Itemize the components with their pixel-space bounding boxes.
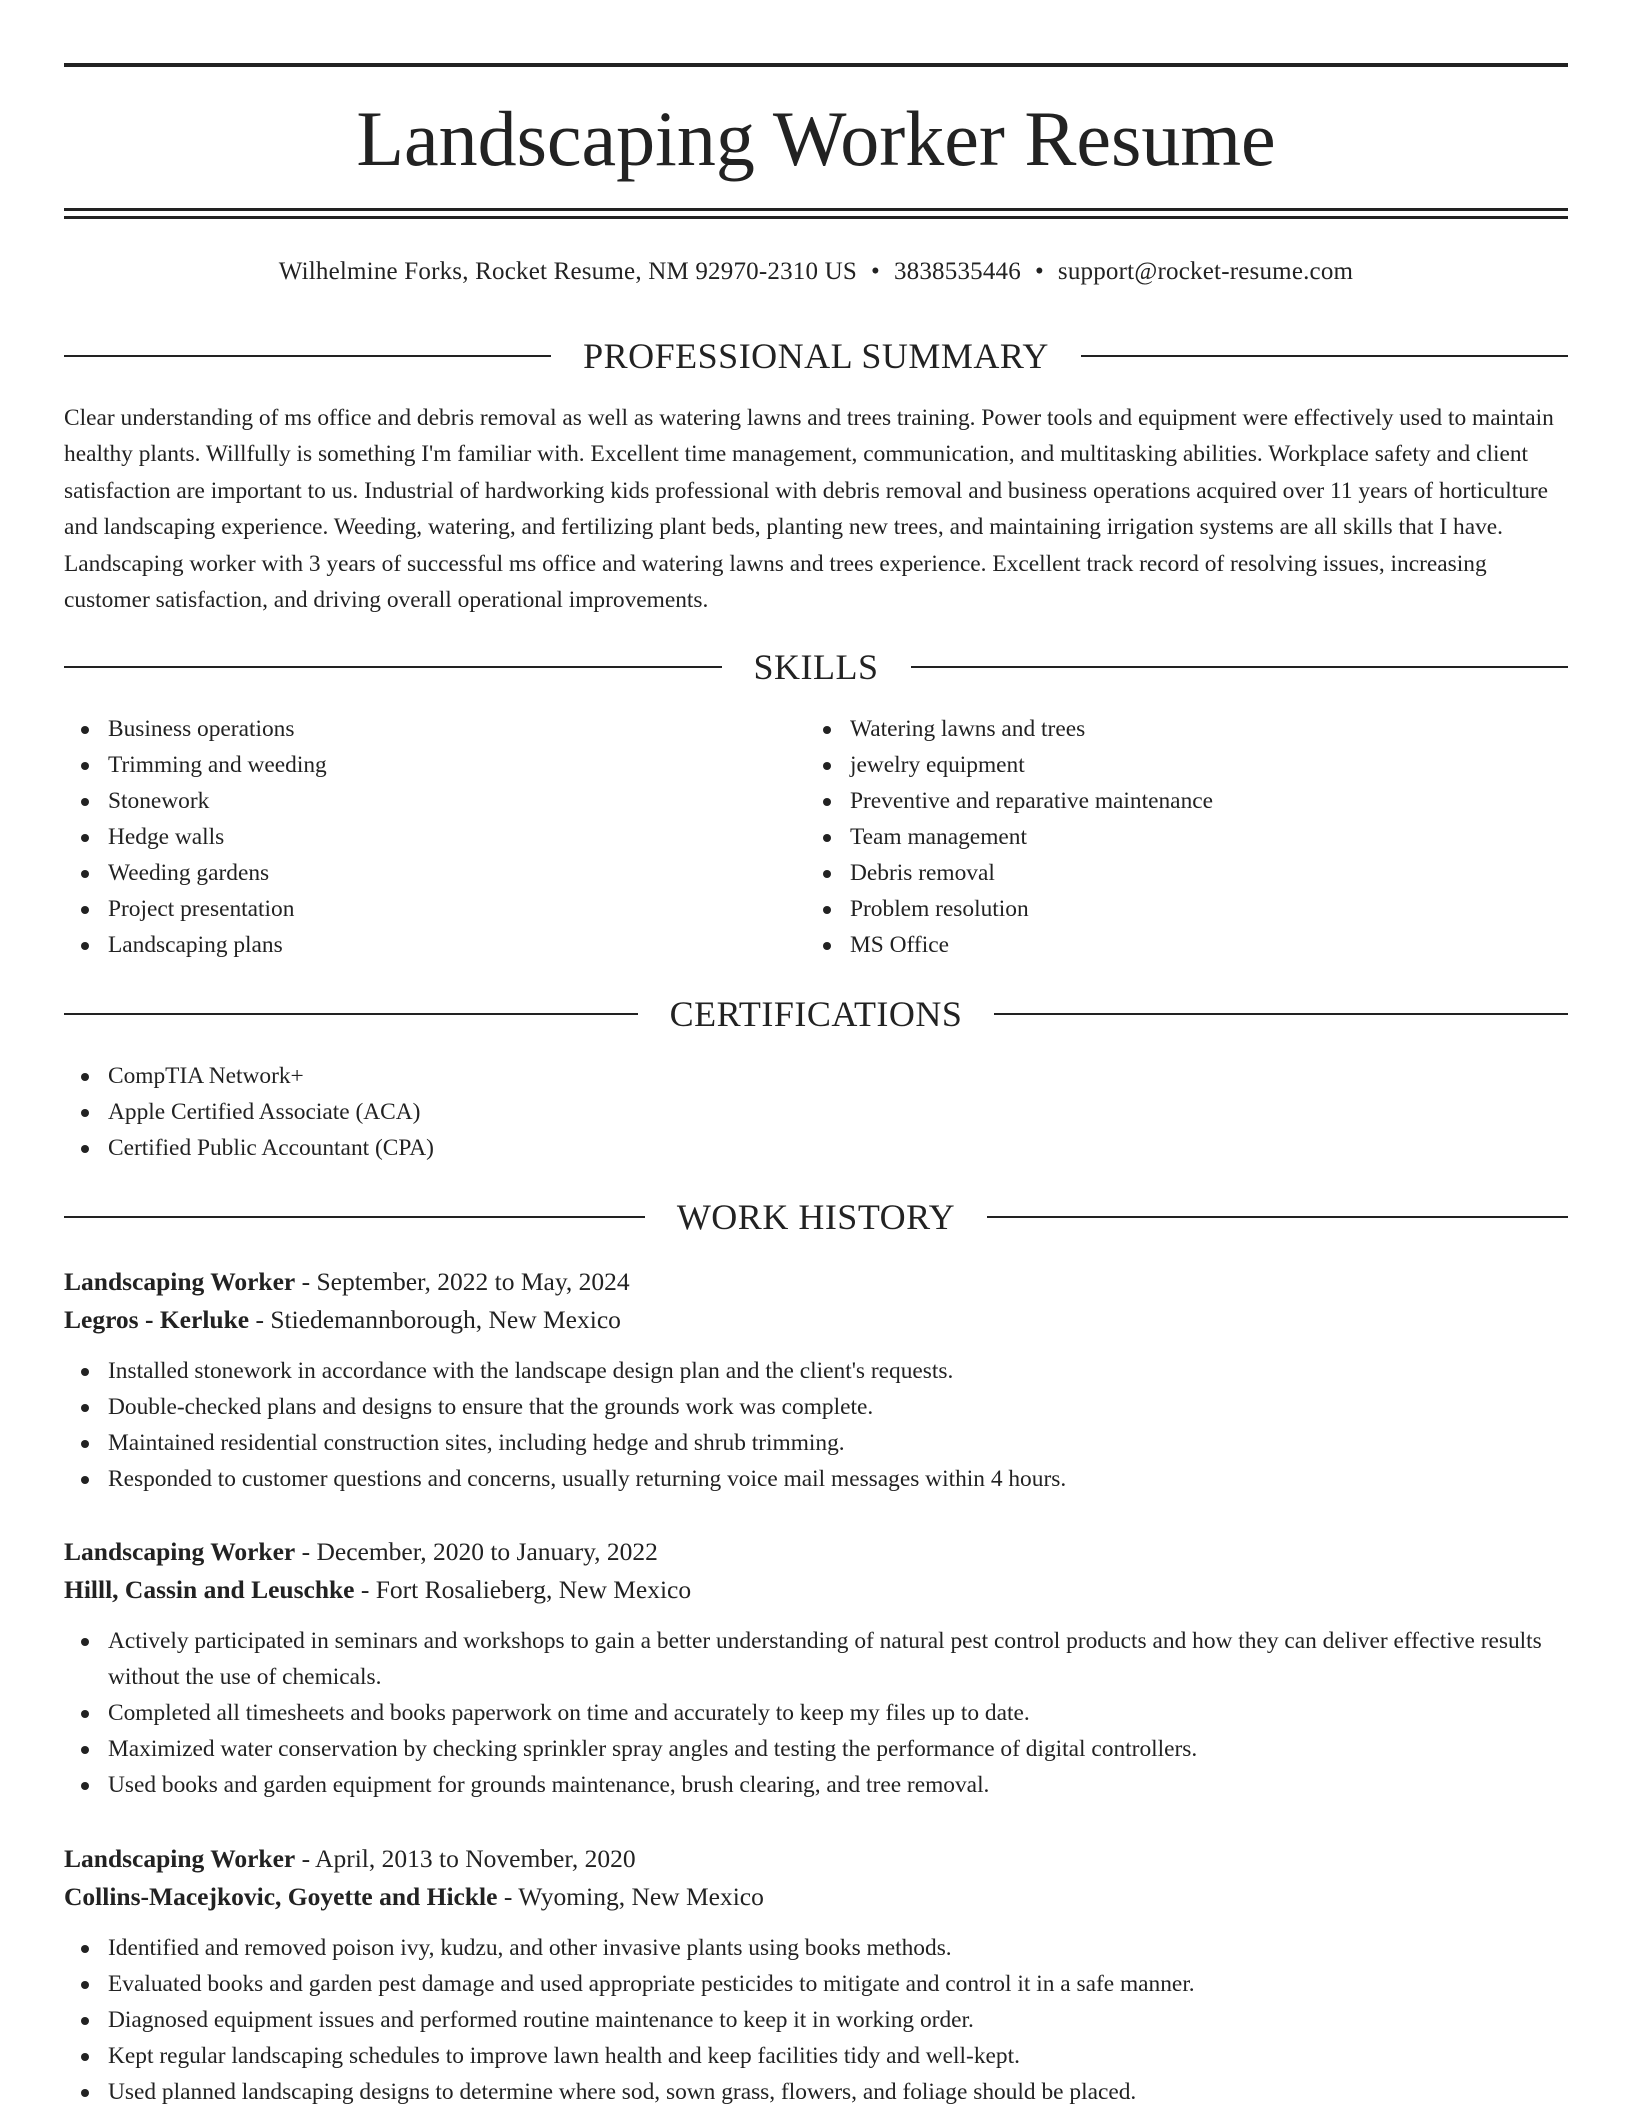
job-company: Hilll, Cassin and Leuschke xyxy=(64,1575,355,1604)
job-duty: Diagnosed equipment issues and performed routine maintenance to keep it in working order. xyxy=(64,2002,1568,2038)
skill-item: Trimming and weeding xyxy=(64,747,804,783)
job-duty: Completed all timesheets and books paperwork on time and accurately to keep my files up to date. xyxy=(64,1695,1568,1731)
job-duty: Evaluated books and garden pest damage and used appropriate pesticides to mitigate and control it in a safe manner. xyxy=(64,1966,1568,2002)
resume-title: Landscaping Worker Resume xyxy=(356,95,1276,182)
job-title-line xyxy=(64,1263,1568,1301)
skill-item: Landscaping plans xyxy=(64,927,804,963)
heading-rule xyxy=(1081,355,1568,357)
work-history-heading xyxy=(64,1195,1568,1239)
certification-item: Apple Certified Associate (ACA) xyxy=(64,1094,1568,1130)
job-duty: Double-checked plans and designs to ensure that the grounds work was complete. xyxy=(64,1389,1568,1425)
skills-list-left xyxy=(64,711,804,963)
summary-heading-label: PROFESSIONAL SUMMARY xyxy=(583,336,1049,376)
title-rule-lower xyxy=(64,216,1568,219)
job-company-line xyxy=(64,1878,1568,1916)
job-title: Landscaping Worker xyxy=(64,1267,296,1296)
job-duty: Responded to customer questions and concerns, usually returning voice mail messages within 4 hours. xyxy=(64,1461,1568,1497)
job-title: Landscaping Worker xyxy=(64,1537,296,1566)
heading-rule xyxy=(64,666,722,668)
job-company: Collins-Macejkovic, Goyette and Hickle xyxy=(64,1882,498,1911)
skills-list-right xyxy=(806,711,1566,963)
contact-separator: • xyxy=(1034,258,1044,285)
contact-separator: • xyxy=(871,258,880,285)
contact-email: support@rocket-resume.com xyxy=(1057,258,1354,285)
skills-heading-label: SKILLS xyxy=(753,647,879,687)
job-company-line xyxy=(64,1571,1568,1609)
job-dates: - September, 2022 to May, 2024 xyxy=(295,1267,630,1296)
contact-line xyxy=(64,254,1568,290)
skill-item: Team management xyxy=(806,819,1566,855)
heading-rule xyxy=(64,1216,645,1218)
job-duty: Maintained residential construction sites, including hedge and shrub trimming. xyxy=(64,1425,1568,1461)
skill-item: Weeding gardens xyxy=(64,855,804,891)
work-history-heading-label: WORK HISTORY xyxy=(676,1197,956,1237)
job-duty: Used books and garden equipment for grounds maintenance, brush clearing, and tree removal. xyxy=(64,1767,1568,1803)
certification-item: Certified Public Accountant (CPA) xyxy=(64,1130,1568,1166)
job-duties xyxy=(64,1623,1568,1803)
certifications-list xyxy=(64,1058,1568,1166)
summary-text: Clear understanding of ms office and debris removal as well as watering lawns and trees training. Power tools and equipment were effectively used to maintain healthy plants. Willfully is something I'm familiar with. Excellent time management, communication, and multitasking abilities. Workplace safety and client satisfaction are important to us. Industrial of hardworking kids professional with debris removal and business operations acquired over 11 years of horticulture and landscaping experience. Weeding, watering, and fertilizing plant beds, planting new trees, and maintaining irrigation systems are all skills that I have. Landscaping worker with 3 years of successful ms office and watering lawns and trees experience. Excellent track record of resolving issues, increasing customer satisfaction, and driving overall operational improvements. xyxy=(64,405,1554,614)
skill-item: Watering lawns and trees xyxy=(806,711,1566,747)
contact-address: Wilhelmine Forks, Rocket Resume, NM 92970-2310 US xyxy=(278,258,857,285)
skill-item: Debris removal xyxy=(806,855,1566,891)
job-duty: Kept regular landscaping schedules to improve lawn health and keep facilities tidy and well-kept. xyxy=(64,2038,1568,2074)
job-dates: - December, 2020 to January, 2022 xyxy=(295,1537,658,1566)
skill-item: Project presentation xyxy=(64,891,804,927)
heading-rule xyxy=(987,1216,1568,1218)
job-title: Landscaping Worker xyxy=(64,1844,296,1873)
certifications-heading xyxy=(64,992,1568,1036)
skill-item: jewelry equipment xyxy=(806,747,1566,783)
heading-rule xyxy=(994,1013,1568,1015)
job-location: - Stiedemannborough, New Mexico xyxy=(249,1305,621,1334)
summary-heading xyxy=(64,334,1568,378)
skills-heading xyxy=(64,645,1568,689)
job-location: - Wyoming, New Mexico xyxy=(497,1882,764,1911)
heading-rule xyxy=(911,666,1569,668)
certification-item: CompTIA Network+ xyxy=(64,1058,1568,1094)
job-duty: Used planned landscaping designs to determine where sod, sown grass, flowers, and foliage should be placed. xyxy=(64,2074,1568,2110)
title-rule-upper xyxy=(64,208,1568,211)
skill-item: Hedge walls xyxy=(64,819,804,855)
job-title-line xyxy=(64,1840,1568,1878)
job-entry xyxy=(64,1533,1568,1803)
job-company: Legros - Kerluke xyxy=(64,1305,250,1334)
job-duty: Installed stonework in accordance with the landscape design plan and the client's requests. xyxy=(64,1353,1568,1389)
job-duty: Identified and removed poison ivy, kudzu, and other invasive plants using books methods. xyxy=(64,1930,1568,1966)
job-duty: Actively participated in seminars and workshops to gain a better understanding of natural pest control products and how they can deliver effective results without the use of chemicals. xyxy=(64,1623,1568,1695)
job-duties xyxy=(64,1353,1568,1497)
heading-rule xyxy=(64,1013,638,1015)
skill-item: Stonework xyxy=(64,783,804,819)
heading-rule xyxy=(64,355,551,357)
job-entry xyxy=(64,1263,1568,1497)
job-title-line xyxy=(64,1533,1568,1571)
skill-item: Problem resolution xyxy=(806,891,1566,927)
job-location: - Fort Rosalieberg, New Mexico xyxy=(354,1575,692,1604)
skill-item: MS Office xyxy=(806,927,1566,963)
job-entry xyxy=(64,1840,1568,2110)
job-dates: - April, 2013 to November, 2020 xyxy=(295,1844,636,1873)
job-duties xyxy=(64,1930,1568,2110)
skill-item: Preventive and reparative maintenance xyxy=(806,783,1566,819)
contact-phone: 3838535446 xyxy=(893,258,1021,285)
top-rule xyxy=(64,63,1568,67)
job-company-line xyxy=(64,1301,1568,1339)
job-duty: Maximized water conservation by checking sprinkler spray angles and testing the performance of digital controllers. xyxy=(64,1731,1568,1767)
skill-item: Business operations xyxy=(64,711,804,747)
certifications-heading-label: CERTIFICATIONS xyxy=(669,994,963,1034)
